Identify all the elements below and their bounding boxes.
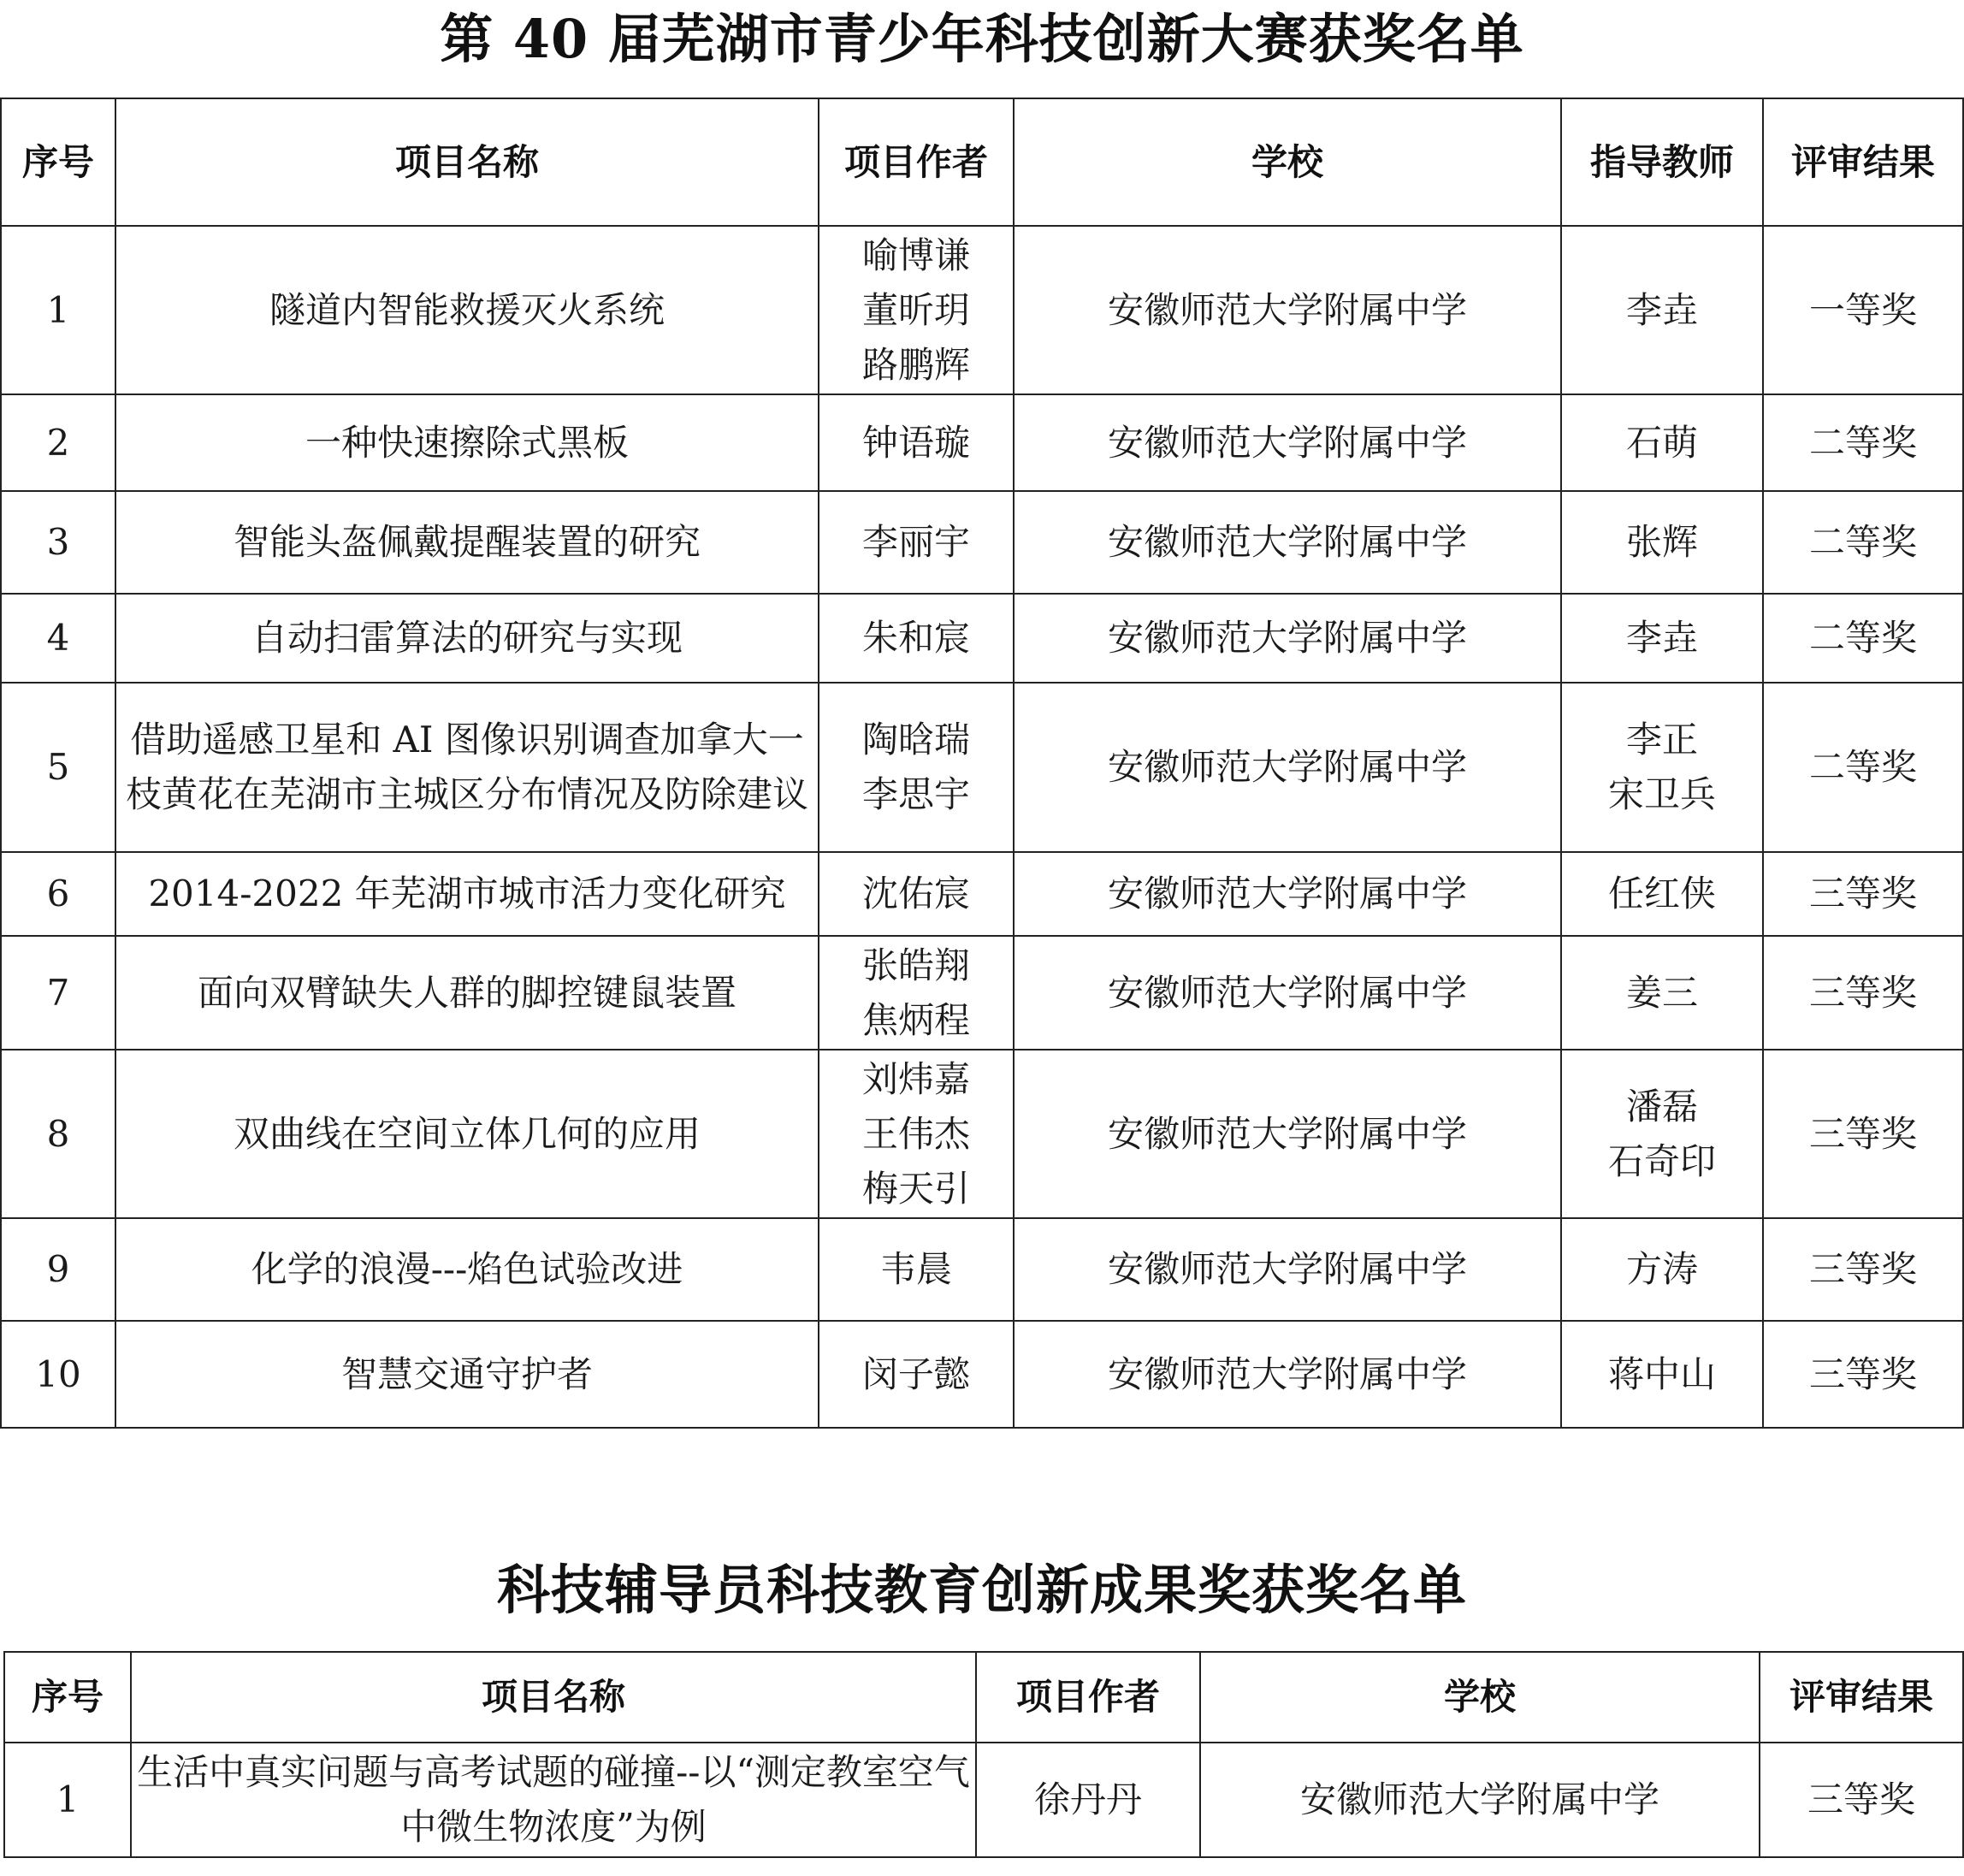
cell-index: 9 <box>1 1218 115 1321</box>
cell-teacher <box>1561 1321 1763 1428</box>
cell-authors <box>819 683 1014 852</box>
teacher-name: 姜三 <box>1625 971 1698 1014</box>
author-name: 沈佑宸 <box>861 873 970 914</box>
cell-school: 安徽师范大学附属中学 <box>1014 491 1561 594</box>
cell-result: 三等奖 <box>1763 1321 1963 1428</box>
cell-project: 隧道内智能救援灭火系统 <box>115 226 819 394</box>
cell-index: 6 <box>1 852 115 936</box>
author-name: 董昕玥 <box>861 288 970 331</box>
cell-result: 三等奖 <box>1763 1050 1963 1218</box>
cell-project: 面向双臂缺失人群的脚控键鼠装置 <box>115 936 819 1050</box>
cell-project: 2014-2022 年芜湖市城市活力变化研究 <box>115 852 819 936</box>
header-authors: 项目作者 <box>819 98 1014 226</box>
cell-index: 1 <box>1 226 115 394</box>
counselor-award-table <box>3 1651 1964 1858</box>
author-name: 梅天引 <box>861 1167 970 1210</box>
teacher-name: 李垚 <box>1625 617 1698 659</box>
cell-school: 安徽师范大学附属中学 <box>1014 394 1561 491</box>
author-name: 朱和宸 <box>861 617 970 659</box>
author-name: 韦晨 <box>879 1248 952 1290</box>
author-name: 焦炳程 <box>861 998 970 1041</box>
header-project: 项目名称 <box>131 1652 976 1743</box>
cell-authors <box>819 852 1014 936</box>
cell-school: 安徽师范大学附属中学 <box>1014 1050 1561 1218</box>
cell-teacher <box>1561 936 1763 1050</box>
cell-school: 安徽师范大学附属中学 <box>1014 683 1561 852</box>
cell-result: 一等奖 <box>1763 226 1963 394</box>
cell-authors <box>819 491 1014 594</box>
header-index: 序号 <box>4 1652 131 1743</box>
cell-authors <box>819 936 1014 1050</box>
cell-index: 7 <box>1 936 115 1050</box>
header-project: 项目名称 <box>115 98 819 226</box>
cell-authors <box>819 226 1014 394</box>
teacher-name: 李垚 <box>1625 288 1698 331</box>
table-row <box>1 491 1963 594</box>
cell-result: 三等奖 <box>1763 852 1963 936</box>
header-authors: 项目作者 <box>976 1652 1200 1743</box>
author-name: 陶晗瑞 <box>861 719 970 760</box>
cell-authors <box>819 1050 1014 1218</box>
table-row <box>1 394 1963 491</box>
author-name: 王伟杰 <box>861 1112 970 1155</box>
cell-school: 安徽师范大学附属中学 <box>1014 1321 1561 1428</box>
cell-authors <box>819 1218 1014 1321</box>
teacher-name: 蒋中山 <box>1607 1352 1716 1395</box>
teacher-name: 石奇印 <box>1607 1139 1716 1182</box>
cell-school: 安徽师范大学附属中学 <box>1014 226 1561 394</box>
cell-project: 智能头盔佩戴提醒装置的研究 <box>115 491 819 594</box>
table-row <box>1 1321 1963 1428</box>
award-list-title: 第 40 届芜湖市青少年科技创新大赛获奖名单 <box>440 8 1524 70</box>
cell-project: 化学的浪漫---焰色试验改进 <box>115 1218 819 1321</box>
cell-teacher <box>1561 394 1763 491</box>
cell-teacher <box>1561 226 1763 394</box>
cell-index: 4 <box>1 594 115 683</box>
header-school: 学校 <box>1200 1652 1760 1743</box>
cell-authors <box>819 594 1014 683</box>
teacher-name: 宋卫兵 <box>1607 773 1716 815</box>
author-name: 李丽宇 <box>861 521 970 563</box>
cell-authors: 徐丹丹 <box>976 1743 1200 1857</box>
author-name: 路鹏辉 <box>861 343 970 386</box>
cell-index: 8 <box>1 1050 115 1218</box>
author-name: 李思宇 <box>861 773 970 815</box>
author-name: 钟语璇 <box>861 421 970 464</box>
cell-index: 2 <box>1 394 115 491</box>
table-row <box>1 594 1963 683</box>
cell-school: 安徽师范大学附属中学 <box>1200 1743 1760 1857</box>
table-row <box>1 1050 1963 1218</box>
table-row <box>1 1218 1963 1321</box>
table-row <box>1 936 1963 1050</box>
cell-index: 1 <box>4 1743 131 1857</box>
cell-result: 二等奖 <box>1763 394 1963 491</box>
cell-teacher <box>1561 1050 1763 1218</box>
cell-teacher <box>1561 683 1763 852</box>
header-result: 评审结果 <box>1763 98 1963 226</box>
author-name: 喻博谦 <box>861 234 970 276</box>
cell-project: 双曲线在空间立体几何的应用 <box>115 1050 819 1218</box>
cell-result: 三等奖 <box>1760 1743 1963 1857</box>
table-row <box>1 226 1963 394</box>
cell-result: 三等奖 <box>1763 1218 1963 1321</box>
cell-result: 二等奖 <box>1763 594 1963 683</box>
table-row <box>1 852 1963 936</box>
author-name: 刘炜嘉 <box>861 1057 970 1100</box>
table-header-row <box>1 98 1963 226</box>
teacher-name: 李正 <box>1625 719 1698 760</box>
author-name: 张皓翔 <box>861 944 970 986</box>
cell-teacher <box>1561 594 1763 683</box>
award-table <box>0 98 1964 1429</box>
cell-school: 安徽师范大学附属中学 <box>1014 936 1561 1050</box>
table-row <box>4 1743 1963 1857</box>
table-row <box>1 683 1963 852</box>
header-teacher: 指导教师 <box>1561 98 1763 226</box>
teacher-name: 石萌 <box>1625 421 1698 464</box>
teacher-name: 潘磊 <box>1625 1085 1698 1127</box>
counselor-award-title: 科技辅导员科技教育创新成果奖获奖名单 <box>496 1559 1467 1621</box>
cell-teacher <box>1561 491 1763 594</box>
header-index: 序号 <box>1 98 115 226</box>
cell-school: 安徽师范大学附属中学 <box>1014 852 1561 936</box>
cell-teacher <box>1561 852 1763 936</box>
cell-index: 3 <box>1 491 115 594</box>
header-result: 评审结果 <box>1760 1652 1963 1743</box>
cell-result: 二等奖 <box>1763 683 1963 852</box>
cell-index: 5 <box>1 683 115 852</box>
teacher-name: 张辉 <box>1625 521 1698 563</box>
cell-teacher <box>1561 1218 1763 1321</box>
table-header-row <box>4 1652 1963 1743</box>
cell-project: 智慧交通守护者 <box>115 1321 819 1428</box>
cell-project: 借助遥感卫星和 AI 图像识别调查加拿大一枝黄花在芜湖市主城区分布情况及防除建议 <box>115 683 819 852</box>
cell-authors <box>819 394 1014 491</box>
cell-school: 安徽师范大学附属中学 <box>1014 1218 1561 1321</box>
header-school: 学校 <box>1014 98 1561 226</box>
cell-project: 生活中真实问题与高考试题的碰撞--以“测定教室空气中微生物浓度”为例 <box>131 1743 976 1857</box>
author-name: 闵子懿 <box>861 1352 970 1395</box>
cell-authors <box>819 1321 1014 1428</box>
teacher-name: 方涛 <box>1625 1248 1698 1290</box>
cell-project: 自动扫雷算法的研究与实现 <box>115 594 819 683</box>
cell-result: 二等奖 <box>1763 491 1963 594</box>
teacher-name: 任红侠 <box>1607 873 1716 914</box>
cell-index: 10 <box>1 1321 115 1428</box>
cell-result: 三等奖 <box>1763 936 1963 1050</box>
cell-project: 一种快速擦除式黑板 <box>115 394 819 491</box>
cell-school: 安徽师范大学附属中学 <box>1014 594 1561 683</box>
